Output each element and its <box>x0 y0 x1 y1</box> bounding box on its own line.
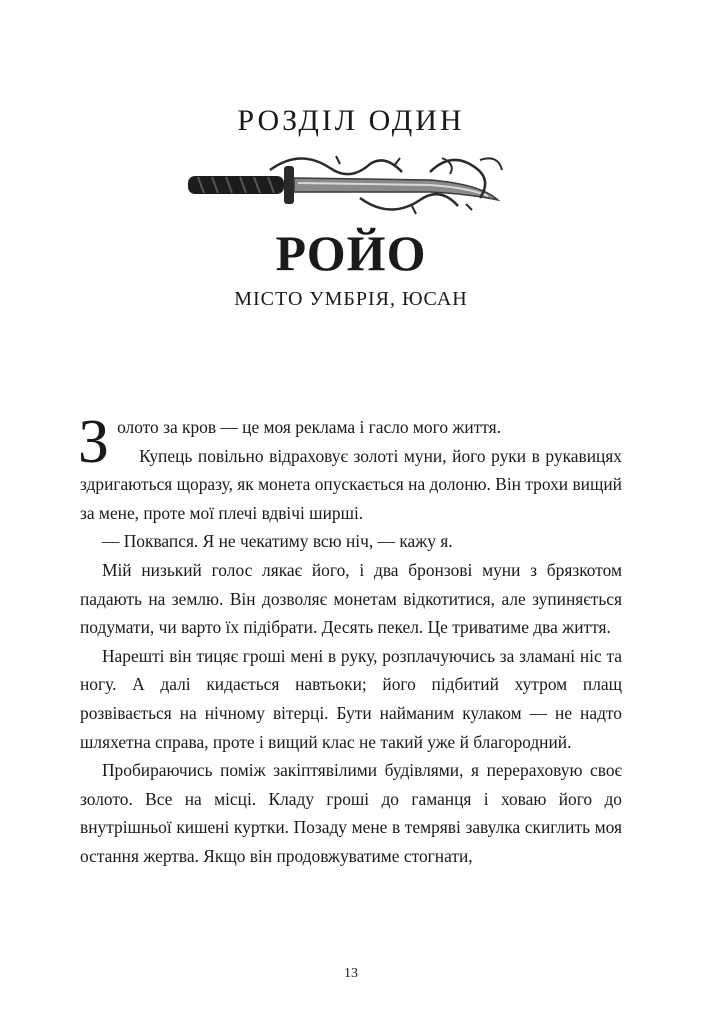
location-subtitle: МІСТО УМБРІЯ, ЮСАН <box>234 288 468 310</box>
paragraph: Купець повільно відраховує золоті муни, його руки в рукавицях здригаються щоразу, як монета опускається на долоню. Він трохи вищий за мене, проте мої плечі вдвічі ширші. <box>80 445 622 523</box>
paragraph: Нарешті він тицяє гроші мені в руку, розплачуючись за зламані ніс та ногу. А далі кидається навтьоки; його підбитий хутром плащ розвівається на нічному вітерці. Бути найманим кулаком — не надто шляхетна справа, проте і вищий клас не такий уже й благородний. <box>80 645 622 752</box>
drop-cap: З <box>78 408 110 476</box>
paragraph: — Поквапся. Я не чекатиму всю ніч, — кажу я. <box>102 531 453 552</box>
chapter-body <box>78 408 622 871</box>
sword-with-vines-icon <box>180 150 520 222</box>
paragraph-text: олото за кров — це моя реклама і гасло мого життя. <box>117 417 502 437</box>
paragraph: Пробираючись поміж закіптявілими будівлями, я перераховую своє золото. Все на місці. Кладу гроші до гаманця і ховаю його до внутрішньої кишені куртки. Позаду мене в темряві завулка скиглить моя остання жертва. Якщо він продовжуватиме стогнати, <box>80 760 622 866</box>
chapter-title: РОЙО <box>275 225 427 281</box>
paragraph <box>78 408 622 476</box>
page-number: 13 <box>344 966 358 981</box>
paragraph: Мій низький голос лякає його, і два бронзові муни з брязкотом падають на землю. Він дозволяє монетам відкотитися, але зупиняється подумати, чи варто їх підібрати. Десять пекел. Це триватиме два життя. <box>80 559 622 638</box>
chapter-label: РОЗДІЛ ОДИН <box>237 104 465 137</box>
